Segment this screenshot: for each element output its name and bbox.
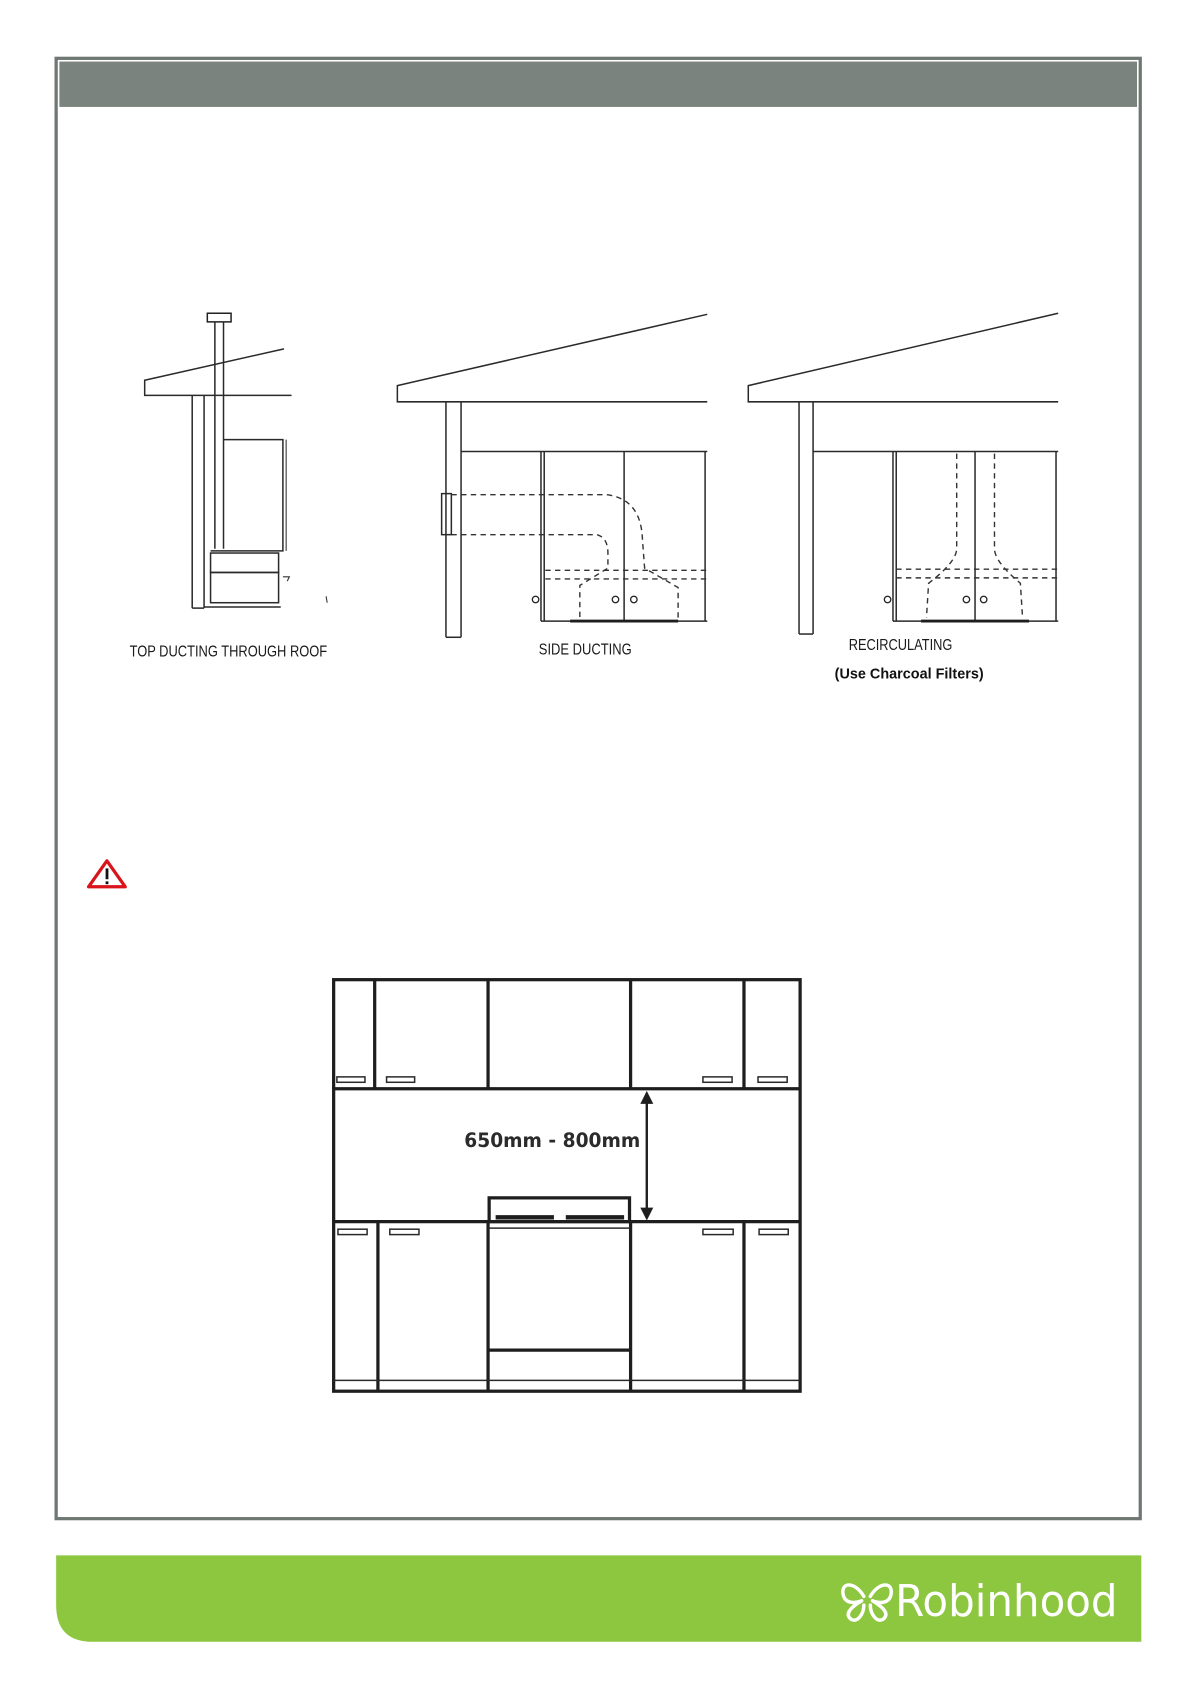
door-knob: [884, 596, 890, 602]
side-ducting-label: SIDE DUCTING: [538, 641, 632, 659]
recirculating-label: RECIRCULATING: [848, 637, 953, 655]
roof-vent-cap: [207, 313, 231, 322]
brand-logo-text: Robinhood: [895, 1576, 1118, 1627]
clearance-dimension-label: 650mm - 800mm: [464, 1129, 641, 1153]
footer-bar: [56, 1555, 1141, 1641]
door-knob: [980, 596, 986, 602]
charcoal-filter-note: (Use Charcoal Filters): [834, 666, 984, 683]
header-bar: [59, 62, 1137, 107]
door-knob: [631, 596, 637, 602]
door-knob: [963, 596, 969, 602]
page-frame: [56, 58, 1140, 1518]
door-knob: [532, 596, 538, 602]
top-ducting-label: TOP DUCTING THROUGH ROOF: [129, 643, 328, 661]
door-knob: [612, 596, 618, 602]
